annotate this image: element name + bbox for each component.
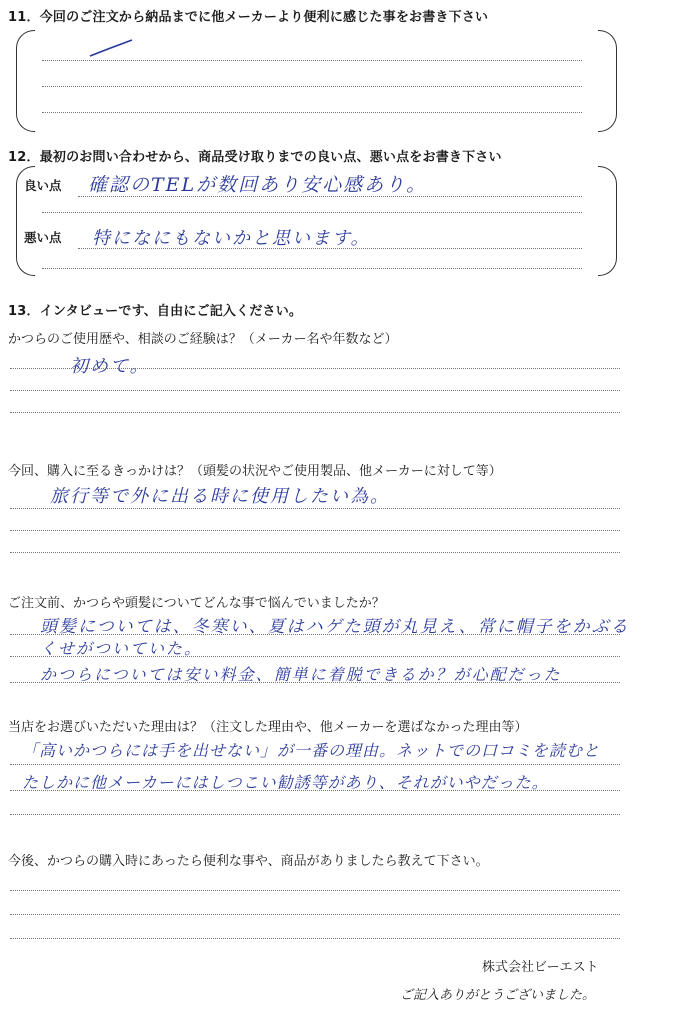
q11-line-1[interactable] — [42, 60, 582, 61]
worry-answer-line-2: くせがついていた。 — [40, 639, 203, 658]
q11-line-2[interactable] — [42, 86, 582, 87]
worry-line-3[interactable] — [10, 682, 620, 683]
worry-answer-line-3: かつらについては安い料金、簡単に着脱できるか？が心配だった — [40, 665, 562, 684]
history-question: かつらのご使用歴や、相談のご経験は？（メーカー名や年数など） — [8, 332, 398, 347]
company-name: 株式会社ビーエスト — [482, 960, 599, 975]
worry-line-1[interactable] — [10, 634, 620, 635]
q13-title: 13．インタビューです、自由にご記入ください。 — [8, 304, 303, 319]
request-line-1[interactable] — [10, 890, 620, 891]
bad-point-answer: 特になにもないかと思います。 — [92, 228, 371, 249]
trigger-answer: 旅行等で外に出る時に使用したい為。 — [50, 486, 390, 507]
reason-line-1[interactable] — [10, 764, 620, 765]
q12-bracket-right — [598, 166, 617, 276]
history-line-1[interactable] — [10, 368, 620, 369]
q11-bracket-left — [16, 30, 35, 132]
pen-stroke-mark — [88, 38, 136, 60]
reason-answer-line-2: たしかに他メーカーにはしつこい勧誘等があり、それがいやだった。 — [22, 773, 549, 792]
q11-title: 11．今回のご注文から納品までに他メーカーより便利に感じた事をお書き下さい — [8, 10, 489, 25]
reason-answer-line-1: 「高いかつらには手を出せない」が一番の理由。ネットでの口コミを読むと — [22, 741, 601, 760]
q11-line-3[interactable] — [42, 112, 582, 113]
request-line-3[interactable] — [10, 938, 620, 939]
bad-point-line-1[interactable] — [78, 248, 582, 249]
trigger-line-3[interactable] — [10, 552, 620, 553]
q11-bracket-right — [598, 30, 617, 132]
thanks-message: ご記入ありがとうございました。 — [400, 988, 596, 1003]
history-line-3[interactable] — [10, 412, 620, 413]
history-line-2[interactable] — [10, 390, 620, 391]
good-point-line-1[interactable] — [78, 196, 582, 197]
worry-answer-line-1: 頭髪については、冬寒い、夏はハゲた頭が丸見え、常に帽子をかぶる — [40, 617, 630, 637]
good-point-label: 良い点 — [24, 178, 62, 193]
trigger-question: 今回、購入に至るきっかけは？（頭髪の状況やご使用製品、他メーカーに対して等） — [8, 464, 502, 479]
reason-question: 当店をお選びいただいた理由は？（注文した理由や、他メーカーを選ばなかった理由等） — [8, 720, 528, 735]
good-point-line-2[interactable] — [42, 212, 582, 213]
worry-question: ご注文前、かつらや頭髪についてどんな事で悩んでいましたか？ — [8, 596, 385, 611]
request-question: 今後、かつらの購入時にあったら便利な事や、商品がありましたら教えて下さい。 — [8, 854, 489, 869]
reason-line-3[interactable] — [10, 814, 620, 815]
bad-point-label: 悪い点 — [24, 230, 62, 245]
trigger-line-2[interactable] — [10, 530, 620, 531]
reason-line-2[interactable] — [10, 790, 620, 791]
history-answer: 初めて。 — [70, 356, 150, 377]
request-line-2[interactable] — [10, 914, 620, 915]
q12-title: 12．最初のお問い合わせから、商品受け取りまでの良い点、悪い点をお書き下さい — [8, 150, 502, 165]
bad-point-line-2[interactable] — [42, 268, 582, 269]
worry-line-2[interactable] — [10, 656, 620, 657]
trigger-line-1[interactable] — [10, 508, 620, 509]
good-point-answer: 確認のTELが数回あり安心感あり。 — [88, 174, 428, 196]
